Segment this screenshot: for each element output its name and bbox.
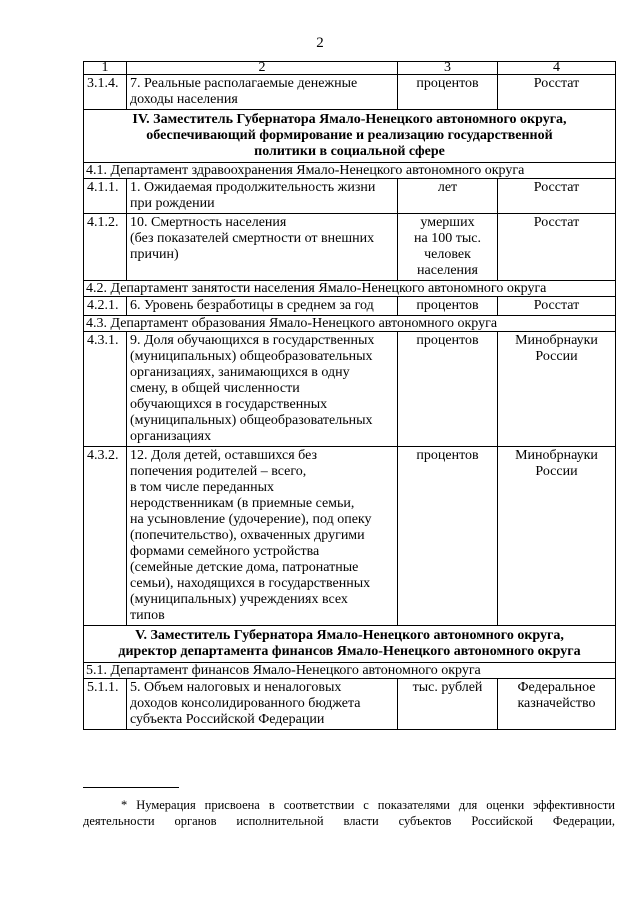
indicator-number: 5.1.1.: [84, 679, 127, 730]
department-name: 5.1. Департамент финансов Ямало-Ненецкого автономного округа: [84, 663, 616, 679]
table-row: [84, 332, 616, 447]
table-row: [84, 679, 616, 730]
data-source: Росстат: [498, 75, 616, 110]
page-number: 2: [316, 35, 324, 51]
header-cell-1: 1: [84, 62, 127, 75]
department-name: 4.3. Департамент образования Ямало-Ненецкого автономного округа: [84, 316, 616, 332]
unit-of-measure: тыс. рублей: [398, 679, 498, 730]
table-row: [84, 179, 616, 214]
indicator-name: 10. Смертность населения (без показателей смертности от внешних причин): [127, 214, 398, 281]
data-source: Росстат: [498, 297, 616, 316]
department-row: [84, 663, 616, 679]
data-source: Росстат: [498, 179, 616, 214]
data-source: Росстат: [498, 214, 616, 281]
unit-of-measure: лет: [398, 179, 498, 214]
table-header-row: [84, 62, 616, 75]
unit-of-measure: умерших на 100 тыс. человек населения: [398, 214, 498, 281]
table-row: [84, 75, 616, 110]
footnote-separator: [83, 787, 179, 788]
indicator-number: 3.1.4.: [84, 75, 127, 110]
section-heading-row: [84, 626, 616, 663]
data-source: Минобрнауки России: [498, 332, 616, 447]
unit-of-measure: процентов: [398, 447, 498, 626]
indicator-number: 4.1.1.: [84, 179, 127, 214]
unit-of-measure: процентов: [398, 75, 498, 110]
footnote: [83, 797, 615, 829]
department-row: [84, 281, 616, 297]
department-row: [84, 163, 616, 179]
indicator-name: 12. Доля детей, оставшихся без попечения родителей – всего, в том числе переданных неродственникам (в приемные семьи, на усыновление (удочерение), под опеку (попечительство), охваченных другими формами семейного устройства (семейные детские дома, патронатные семьи), находящихся в государственных (муниципальных) учреждениях всех типов: [127, 447, 398, 626]
department-name: 4.1. Департамент здравоохранения Ямало-Ненецкого автономного округа: [84, 163, 616, 179]
indicator-number: 4.3.1.: [84, 332, 127, 447]
department-row: [84, 316, 616, 332]
section-heading: V. Заместитель Губернатора Ямало-Ненецкого автономного округа, директор департамента финансов Ямало-Ненецкого автономного округа: [84, 626, 616, 663]
section-heading-row: [84, 110, 616, 163]
department-name: 4.2. Департамент занятости населения Ямало-Ненецкого автономного округа: [84, 281, 616, 297]
header-cell-3: 3: [398, 62, 498, 75]
indicator-number: 4.1.2.: [84, 214, 127, 281]
footnote-line-2: деятельности органов исполнительной власти субъектов Российской Федерации,: [83, 814, 615, 828]
footnote-line-1: * Нумерация присвоена в соответствии с показателями для оценки эффективности: [121, 798, 615, 812]
data-source: Федеральное казначейство: [498, 679, 616, 730]
indicator-number: 4.2.1.: [84, 297, 127, 316]
section-heading: IV. Заместитель Губернатора Ямало-Ненецкого автономного округа, обеспечивающий формирование и реализацию государственной политики в социальной сфере: [84, 110, 616, 163]
indicator-name: 7. Реальные располагаемые денежные доходы населения: [127, 75, 398, 110]
table-row: [84, 447, 616, 626]
indicator-name: 9. Доля обучающихся в государственных (муниципальных) общеобразовательных организациях, занимающихся в одну смену, в общей численности обучающихся в государственных (муниципальных) общеобразовательных организациях: [127, 332, 398, 447]
header-cell-4: 4: [498, 62, 616, 75]
indicator-name: 5. Объем налоговых и неналоговых доходов консолидированного бюджета субъекта Российской Федерации: [127, 679, 398, 730]
data-source: Минобрнауки России: [498, 447, 616, 626]
indicator-number: 4.3.2.: [84, 447, 127, 626]
table-row: [84, 297, 616, 316]
unit-of-measure: процентов: [398, 332, 498, 447]
unit-of-measure: процентов: [398, 297, 498, 316]
header-cell-2: 2: [127, 62, 398, 75]
indicator-name: 6. Уровень безработицы в среднем за год: [127, 297, 398, 316]
table-row: [84, 214, 616, 281]
indicators-table: [83, 61, 616, 730]
indicator-name: 1. Ожидаемая продолжительность жизни при рождении: [127, 179, 398, 214]
